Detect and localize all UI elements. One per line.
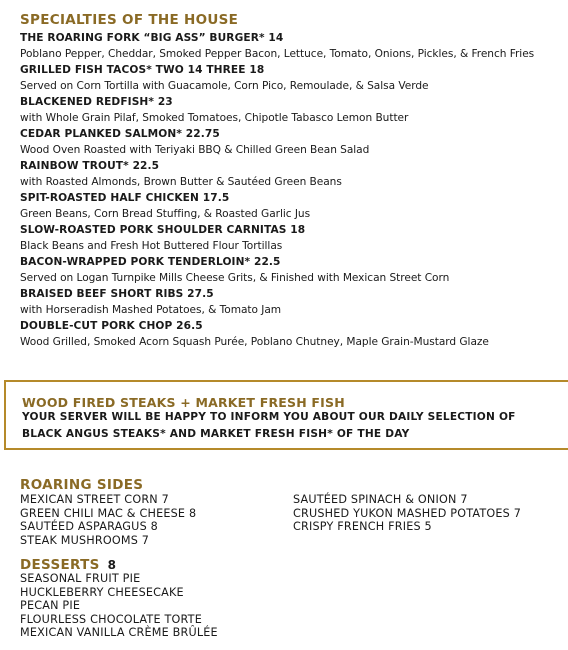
menu-item-name: SPIT-ROASTED HALF CHICKEN 17.5 xyxy=(20,192,230,204)
list-item: PECAN PIE xyxy=(20,599,81,612)
menu-item-name: BACON-WRAPPED PORK TENDERLOIN* 22.5 xyxy=(20,256,281,268)
desserts-price: 8 xyxy=(107,558,117,572)
menu-item-desc: Served on Logan Turnpike Mills Cheese Grits, & Finished with Mexican Street Corn xyxy=(20,272,450,284)
list-item: FLOURLESS CHOCOLATE TORTE xyxy=(20,612,202,626)
specialties-list xyxy=(20,30,560,350)
list-item: STEAK MUSHROOMS 7 xyxy=(20,533,150,547)
menu-item-name: CEDAR PLANKED SALMON* 22.75 xyxy=(20,128,220,140)
steaks-fish-line-2: BLACK ANGUS STEAKS* AND MARKET FRESH FISH* OF THE DAY xyxy=(22,428,410,440)
sides-title: ROARING SIDES xyxy=(20,477,144,493)
menu-item-name: GRILLED FISH TACOS* TWO 14 THREE 18 xyxy=(20,64,265,76)
steaks-fish-title: WOOD FIRED STEAKS + MARKET FRESH FISH xyxy=(22,395,345,410)
sides-list-left xyxy=(20,493,196,547)
menu-item-name: BLACKENED REDFISH* 23 xyxy=(20,96,173,108)
list-item: SAUTÉED ASPARAGUS 8 xyxy=(20,520,158,533)
list-item: CRUSHED YUKON MASHED POTATOES 7 xyxy=(293,506,522,520)
menu-item-desc: with Roasted Almonds, Brown Butter & Sautéed Green Beans xyxy=(20,176,342,188)
menu-item-name: BRAISED BEEF SHORT RIBS 27.5 xyxy=(20,288,214,300)
list-item: SEASONAL FRUIT PIE xyxy=(20,572,141,585)
steaks-fish-box xyxy=(4,380,568,450)
menu-item-desc: Wood Oven Roasted with Teriyaki BBQ & Chilled Green Bean Salad xyxy=(20,144,370,156)
list-item: HUCKLEBERRY CHEESECAKE xyxy=(20,585,184,599)
desserts-header xyxy=(20,557,116,573)
list-item: CRISPY FRENCH FRIES 5 xyxy=(293,520,432,533)
menu-item-desc: Served on Corn Tortilla with Guacamole, Corn Pico, Remoulade, & Salsa Verde xyxy=(20,80,429,92)
specialties-title: SPECIALTIES OF THE HOUSE xyxy=(20,12,239,28)
menu-item-name: DOUBLE-CUT PORK CHOP 26.5 xyxy=(20,320,203,332)
list-item: GREEN CHILI MAC & CHEESE 8 xyxy=(20,506,197,520)
menu-item-name: THE ROARING FORK “BIG ASS” BURGER* 14 xyxy=(20,32,284,44)
steaks-fish-line-1: YOUR SERVER WILL BE HAPPY TO INFORM YOU ABOUT OUR DAILY SELECTION OF xyxy=(22,411,516,423)
menu-item-desc: with Whole Grain Pilaf, Smoked Tomatoes, Chipotle Tabasco Lemon Butter xyxy=(20,112,409,124)
desserts-list xyxy=(20,572,218,640)
menu-item-desc: Wood Grilled, Smoked Acorn Squash Purée, Poblano Chutney, Maple Grain-Mustard Glaze xyxy=(20,336,489,348)
menu-item-desc: Green Beans, Corn Bread Stuffing, & Roasted Garlic Jus xyxy=(20,208,311,220)
desserts-title: DESSERTS xyxy=(20,557,100,573)
menu-item-name: RAINBOW TROUT* 22.5 xyxy=(20,160,160,172)
list-item: MEXICAN STREET CORN 7 xyxy=(20,493,169,506)
list-item: MEXICAN VANILLA CRÈME BRÛLÉE xyxy=(20,626,218,639)
menu-item-desc: Poblano Pepper, Cheddar, Smoked Pepper Bacon, Lettuce, Tomato, Onions, Pickles, & French Fries xyxy=(20,48,535,60)
sides-list-right xyxy=(293,493,521,534)
menu-item-desc: Black Beans and Fresh Hot Buttered Flour Tortillas xyxy=(20,240,283,252)
menu-item-name: SLOW-ROASTED PORK SHOULDER CARNITAS 18 xyxy=(20,224,306,236)
list-item: SAUTÉED SPINACH & ONION 7 xyxy=(293,493,468,506)
menu-item-desc: with Horseradish Mashed Potatoes, & Tomato Jam xyxy=(20,304,282,316)
